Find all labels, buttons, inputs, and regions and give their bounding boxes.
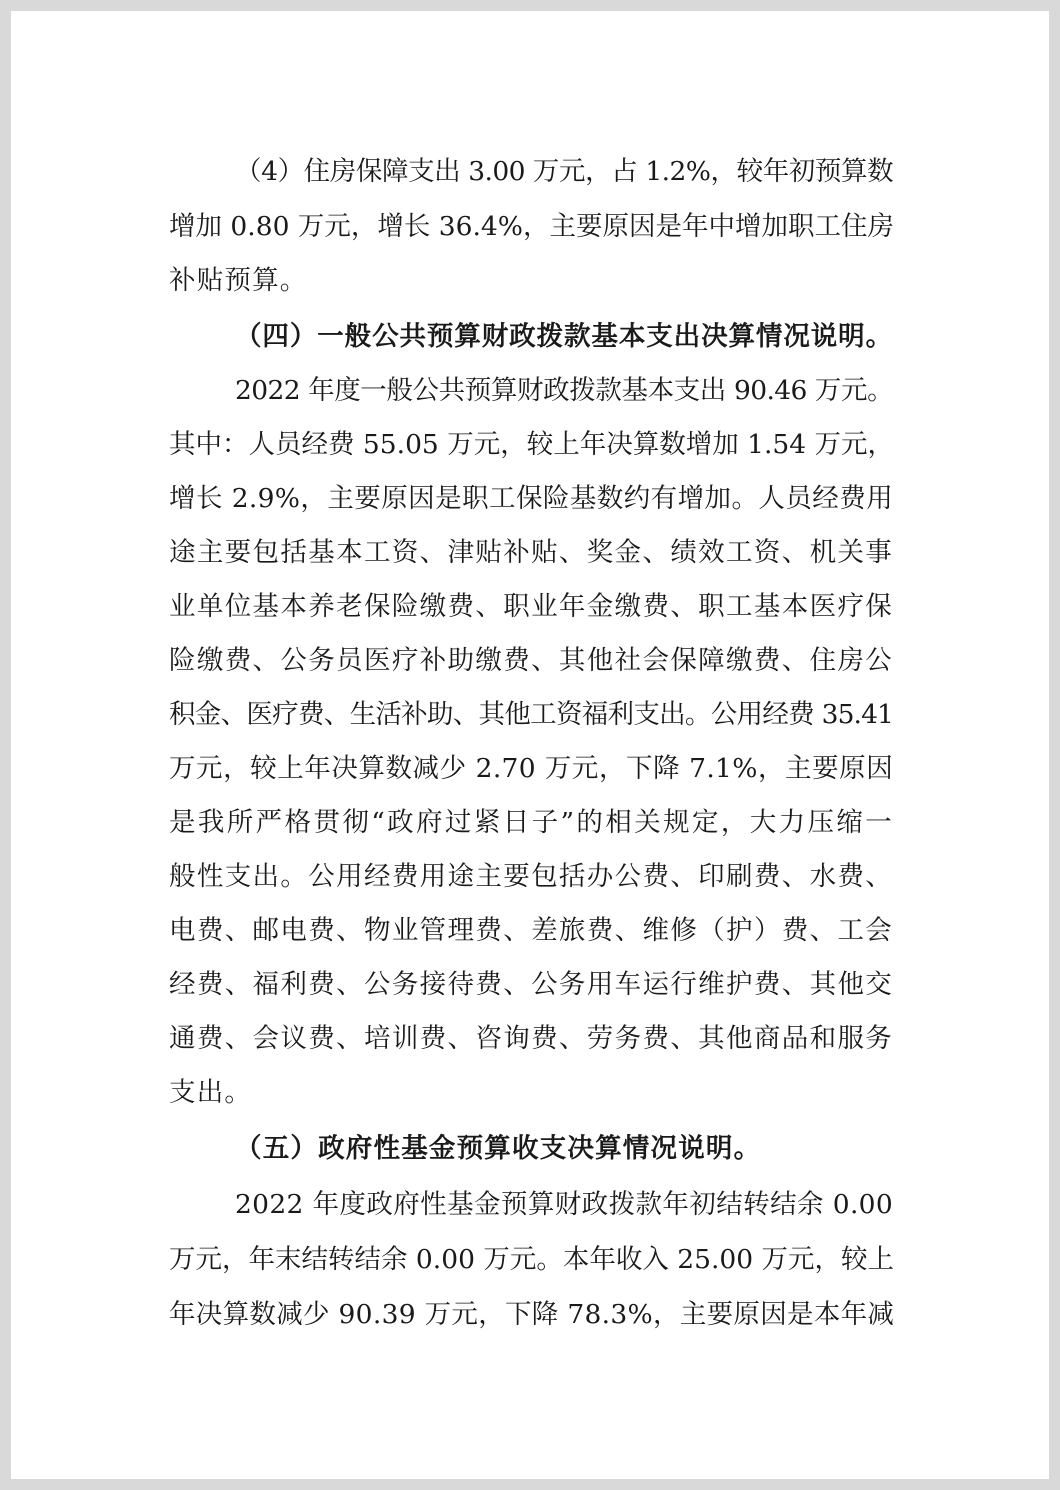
text-line: 年决算数减少 90.39 万元，下降 78.3%，主要原因是本年减 <box>169 1299 895 1330</box>
text-line: （4）住房保障支出 3.00 万元，占 1.2%，较年初预算数 <box>235 156 893 187</box>
text-line: 业单位基本养老保险缴费、职业年金缴费、职工基本医疗保 <box>169 591 893 622</box>
text-line: 增加 0.80 万元，增长 36.4%，主要原因是年中增加职工住房 <box>169 211 894 242</box>
text-line: 2022 年度一般公共预算财政拨款基本支出 90.46 万元。 <box>235 375 893 406</box>
text-line: 途主要包括基本工资、津贴补贴、奖金、绩效工资、机关事 <box>169 537 893 568</box>
text-line: 其中：人员经费 55.05 万元，较上年决算数增加 1.54 万元， <box>169 429 895 460</box>
text-line: 补贴预算。 <box>169 265 308 296</box>
section-heading: （四）一般公共预算财政拨款基本支出决算情况说明。 <box>235 321 893 352</box>
text-line: 2022 年度政府性基金预算财政拨款年初结转结余 0.00 <box>235 1189 893 1220</box>
text-line: 增长 2.9%，主要原因是职工保险基数约有增加。人员经费用 <box>169 483 893 514</box>
text-line: 险缴费、公务员医疗补助缴费、其他社会保障缴费、住房公 <box>169 645 893 676</box>
text-line: 支出。 <box>169 1077 253 1108</box>
text-line: 经费、福利费、公务接待费、公务用车运行维护费、其他交 <box>169 969 893 1000</box>
text-line: 万元，较上年决算数减少 2.70 万元，下降 7.1%，主要原因 <box>169 753 893 784</box>
text-line: 通费、会议费、培训费、咨询费、劳务费、其他商品和服务 <box>169 1023 893 1054</box>
text-line: 是我所严格贯彻“政府过紧日子”的相关规定，大力压缩一 <box>169 807 893 838</box>
text-line: 积金、医疗费、生活补助、其他工资福利支出。公用经费 35.41 <box>169 699 893 730</box>
text-line: 般性支出。公用经费用途主要包括办公费、印刷费、水费、 <box>169 861 893 892</box>
document-page <box>11 11 1049 1479</box>
text-line: 万元，年末结转结余 0.00 万元。本年收入 25.00 万元，较上 <box>169 1244 895 1275</box>
text-line: 电费、邮电费、物业管理费、差旅费、维修（护）费、工会 <box>169 915 893 946</box>
section-heading: （五）政府性基金预算收支决算情况说明。 <box>235 1133 762 1164</box>
